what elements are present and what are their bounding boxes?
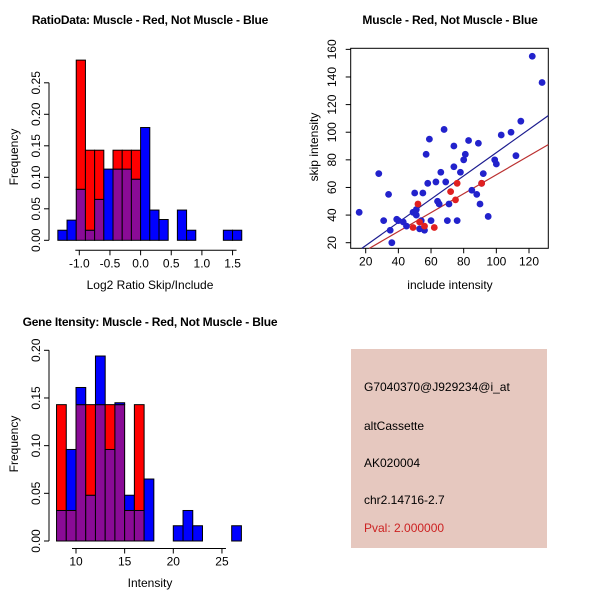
scatter-title: Muscle - Red, Not Muscle - Blue bbox=[362, 13, 538, 27]
scatter-point-not-muscle bbox=[475, 140, 482, 147]
scatter-point-not-muscle bbox=[428, 217, 435, 224]
hist-bar-blue bbox=[173, 526, 183, 541]
hist-bar-overlap bbox=[95, 405, 105, 541]
scatter-point-not-muscle bbox=[433, 179, 440, 186]
accession-text: AK020004 bbox=[364, 456, 421, 470]
scatter-point-not-muscle bbox=[423, 151, 430, 158]
scatter-ylabel: skip intensity bbox=[307, 112, 321, 182]
hist-bar-blue bbox=[66, 449, 76, 510]
scatter-point-not-muscle bbox=[465, 137, 472, 144]
y-tick-label: 0.20 bbox=[29, 102, 43, 126]
hist-bar-overlap bbox=[85, 230, 94, 240]
scatter-point-not-muscle bbox=[513, 152, 520, 159]
scatter-point-not-muscle bbox=[457, 169, 464, 176]
scatter-point-not-muscle bbox=[385, 191, 392, 198]
x-tick-label: 15 bbox=[117, 554, 132, 569]
scatter-point-not-muscle bbox=[442, 179, 449, 186]
panel-ratio-histogram bbox=[0, 0, 300, 300]
y-tick-label: 120 bbox=[325, 94, 339, 115]
hist-bar-red bbox=[105, 405, 115, 450]
pval-text: Pval: 2.000000 bbox=[364, 521, 445, 535]
splice-type-text: altCassette bbox=[364, 419, 425, 433]
x-tick-label: -1.0 bbox=[68, 256, 90, 271]
hist-bar-blue bbox=[159, 220, 168, 241]
hist-bar-overlap bbox=[134, 510, 144, 541]
gene-histogram-xlabel: Intensity bbox=[127, 576, 173, 590]
hist-bar-overlap bbox=[115, 405, 125, 541]
scatter-point-muscle bbox=[410, 224, 417, 231]
hist-bar-blue bbox=[233, 230, 242, 240]
hist-bar-blue bbox=[115, 403, 125, 405]
y-tick-label: 0.00 bbox=[29, 228, 43, 252]
y-tick-label: 0.10 bbox=[29, 433, 43, 458]
x-tick-label: 25 bbox=[215, 554, 229, 569]
hist-bar-red bbox=[113, 150, 122, 169]
scatter-point-not-muscle bbox=[508, 129, 515, 136]
scatter-point-not-muscle bbox=[388, 239, 395, 246]
panel-gene-info bbox=[300, 300, 600, 600]
hist-bar-red bbox=[86, 405, 96, 496]
scatter-point-muscle bbox=[421, 223, 428, 230]
x-tick-label: 60 bbox=[424, 254, 438, 269]
y-tick-label: 40 bbox=[325, 208, 339, 222]
scatter-point-not-muscle bbox=[387, 227, 394, 234]
y-tick-label: 0.05 bbox=[29, 481, 43, 506]
y-tick-label: 80 bbox=[325, 153, 339, 167]
y-tick-label: 0.20 bbox=[29, 338, 43, 362]
scatter-point-not-muscle bbox=[454, 217, 461, 224]
hist-bar-blue bbox=[183, 510, 193, 541]
hist-bar-overlap bbox=[125, 510, 135, 541]
hist-bar-red bbox=[57, 405, 67, 511]
hist-bar-blue bbox=[223, 230, 232, 240]
hist-bar-blue bbox=[141, 128, 150, 241]
scatter-point-not-muscle bbox=[413, 212, 420, 219]
hist-bar-blue bbox=[144, 479, 154, 541]
gene-histogram-ylabel: Frequency bbox=[7, 415, 21, 473]
scatter-point-not-muscle bbox=[450, 143, 457, 150]
scatter-point-not-muscle bbox=[462, 151, 469, 158]
scatter-point-not-muscle bbox=[450, 163, 457, 170]
x-tick-label: 1.5 bbox=[224, 256, 241, 271]
scatter-point-not-muscle bbox=[419, 190, 426, 197]
y-tick-label: 0.15 bbox=[29, 134, 43, 158]
scatter-point-muscle bbox=[452, 196, 459, 203]
x-tick-label: 80 bbox=[457, 254, 471, 269]
scatter-point-not-muscle bbox=[426, 136, 433, 143]
scatter-point-not-muscle bbox=[436, 201, 443, 208]
scatter-point-not-muscle bbox=[441, 126, 448, 133]
scatter-point-not-muscle bbox=[444, 217, 451, 224]
y-tick-label: 0.15 bbox=[29, 386, 43, 410]
ratio-histogram-plot bbox=[0, 0, 300, 300]
gene-histogram-plot bbox=[0, 300, 300, 600]
scatter-point-not-muscle bbox=[473, 191, 480, 198]
scatter-point-not-muscle bbox=[485, 213, 492, 220]
scatter-point-not-muscle bbox=[403, 223, 410, 230]
scatter-point-not-muscle bbox=[380, 217, 387, 224]
hist-bar-blue bbox=[187, 230, 196, 240]
x-tick-label: 100 bbox=[486, 254, 507, 269]
gene-histogram-title: Gene Itensity: Muscle - Red, Not Muscle - Blue bbox=[22, 315, 278, 329]
scatter-point-not-muscle bbox=[375, 170, 382, 177]
scatter-point-not-muscle bbox=[356, 209, 363, 216]
hist-bar-blue bbox=[104, 169, 113, 240]
hist-bar-overlap bbox=[86, 495, 96, 541]
x-tick-label: -0.5 bbox=[99, 256, 121, 271]
x-tick-label: 0.0 bbox=[132, 256, 149, 271]
scatter-point-muscle bbox=[478, 180, 485, 187]
scatter-point-not-muscle bbox=[517, 118, 524, 125]
hist-bar-overlap bbox=[76, 189, 85, 240]
y-tick-label: 20 bbox=[325, 236, 339, 250]
hist-bar-blue bbox=[193, 526, 203, 541]
scatter-point-not-muscle bbox=[498, 132, 505, 139]
hist-bar-overlap bbox=[131, 179, 140, 240]
scatter-point-not-muscle bbox=[480, 170, 487, 177]
hist-bar-red bbox=[131, 150, 140, 179]
y-tick-label: 100 bbox=[325, 122, 339, 143]
hist-bar-red bbox=[122, 150, 131, 169]
y-tick-label: 0.25 bbox=[29, 71, 43, 95]
locus-text: chr2.14716-2.7 bbox=[364, 493, 445, 507]
panel-gene-histogram bbox=[0, 300, 300, 600]
hist-bar-overlap bbox=[57, 510, 67, 541]
ratio-histogram-ylabel: Frequency bbox=[7, 128, 21, 186]
hist-bar-overlap bbox=[76, 405, 86, 541]
scatter-point-not-muscle bbox=[477, 201, 484, 208]
y-tick-label: 0.05 bbox=[29, 197, 43, 221]
hist-bar-blue bbox=[95, 356, 105, 405]
scatter-plot bbox=[300, 0, 600, 300]
hist-bar-blue bbox=[58, 230, 67, 240]
hist-bar-blue bbox=[67, 220, 76, 240]
scatter-point-not-muscle bbox=[539, 79, 546, 86]
hist-bar-overlap bbox=[122, 169, 131, 240]
x-tick-label: 120 bbox=[518, 254, 540, 269]
scatter-point-muscle bbox=[415, 201, 422, 208]
hist-bar-overlap bbox=[66, 510, 76, 541]
gene-info-card bbox=[351, 349, 547, 548]
probe-id-text: G7040370@J929234@i_at bbox=[364, 380, 510, 394]
scatter-point-not-muscle bbox=[493, 161, 500, 168]
hist-bar-red bbox=[134, 405, 144, 511]
scatter-point-not-muscle bbox=[411, 190, 418, 197]
ratio-histogram-title: RatioData: Muscle - Red, Not Muscle - Blue bbox=[31, 13, 269, 27]
hist-bar-blue bbox=[232, 526, 242, 541]
y-tick-label: 140 bbox=[325, 66, 339, 87]
y-tick-label: 0.00 bbox=[29, 529, 43, 553]
hist-bar-red bbox=[85, 150, 94, 230]
hist-bar-overlap bbox=[105, 449, 115, 541]
ratio-histogram-xlabel: Log2 Ratio Skip/Include bbox=[86, 278, 214, 292]
y-tick-label: 160 bbox=[325, 39, 339, 60]
x-tick-label: 0.5 bbox=[162, 256, 180, 271]
scatter-point-not-muscle bbox=[437, 169, 444, 176]
x-tick-label: 1.0 bbox=[193, 256, 211, 271]
x-tick-label: 40 bbox=[391, 254, 406, 269]
hist-bar-red bbox=[76, 60, 85, 189]
scatter-point-muscle bbox=[454, 180, 461, 187]
x-tick-label: 20 bbox=[166, 554, 180, 569]
scatter-point-muscle bbox=[447, 188, 454, 195]
y-tick-label: 0.10 bbox=[29, 165, 43, 189]
scatter-point-not-muscle bbox=[529, 53, 536, 60]
scatter-point-not-muscle bbox=[424, 180, 431, 187]
scatter-point-not-muscle bbox=[446, 201, 453, 208]
hist-bar-red bbox=[95, 150, 104, 199]
fit-line-muscle-fit bbox=[369, 145, 548, 249]
panel-scatter bbox=[300, 0, 600, 300]
scatter-xlabel: include intensity bbox=[407, 278, 493, 292]
hist-bar-overlap bbox=[113, 169, 122, 240]
scatter-point-muscle bbox=[431, 224, 438, 231]
hist-bar-blue bbox=[150, 210, 159, 240]
hist-bar-blue bbox=[125, 495, 135, 510]
y-tick-label: 60 bbox=[325, 180, 339, 195]
hist-bar-overlap bbox=[95, 199, 104, 240]
hist-bar-blue bbox=[76, 387, 86, 404]
hist-bar-blue bbox=[177, 210, 186, 240]
x-tick-label: 20 bbox=[359, 254, 373, 269]
x-tick-label: 10 bbox=[69, 554, 83, 569]
